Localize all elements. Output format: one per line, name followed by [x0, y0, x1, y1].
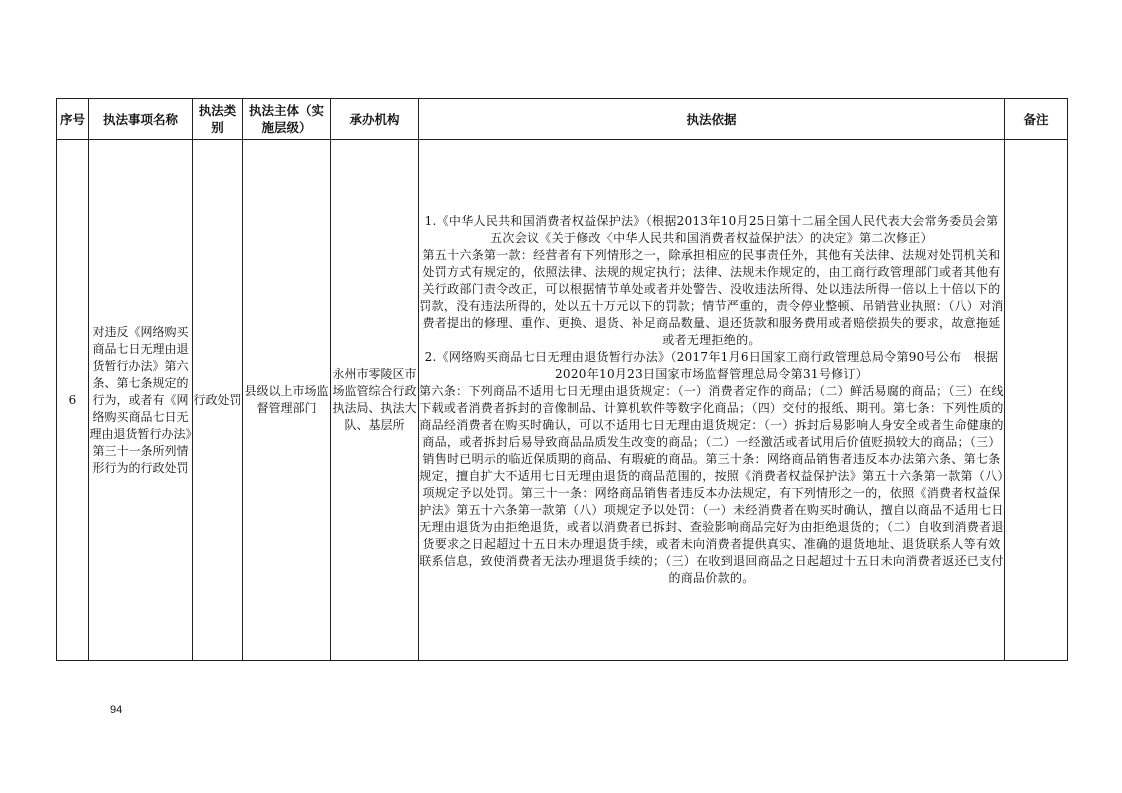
cell-subject: 县级以上市场监督管理部门 — [243, 140, 331, 661]
header-name: 执法事项名称 — [89, 99, 193, 140]
basis-paragraph: 2.《网络购买商品七日无理由退货暂行办法》（2017年1月6日国家工商行政管理总局令第90号公布 根据2020年10月23日国家市场监督管理总局令第31号修订） — [424, 350, 999, 381]
header-category: 执法类别 — [193, 99, 243, 140]
cell-remark — [1005, 140, 1068, 661]
cell-basis — [419, 140, 1005, 661]
cell-category: 行政处罚 — [193, 140, 243, 661]
header-agency: 承办机构 — [331, 99, 419, 140]
cell-idx: 6 — [57, 140, 89, 661]
header-subject: 执法主体（实施层级） — [243, 99, 331, 140]
header-remark: 备注 — [1005, 99, 1068, 140]
basis-paragraph: 1.《中华人民共和国消费者权益保护法》（根据2013年10月25日第十二届全国人民代表大会常务委员会第五次会议《关于修改〈中华人民共和国消费者权益保护法〉的决定》第二次修正） — [424, 214, 999, 245]
header-row — [57, 99, 1068, 140]
basis-paragraph: 第六条：下列商品不适用七日无理由退货规定：（一）消费者定作的商品；（二）鲜活易腐的商品；（三）在线下载或者消费者拆封的音像制品、计算机软件等数字化商品；（四）交付的报纸、期刊。第七条：下列性质的商品经消费者在购买时确认，可以不适用七日无理由退货规定：（一）拆封后易影响人身安全或者生命健康的商品，或者拆封后易导致商品品质发生改变的商品；（二）一经激活或者试用后价值贬损较大的商品；（三）销售时已明示的临近保质期的商品、有瑕疵的商品。第三十条：网络商品销售者违反本办法第六条、第七条规定，擅自扩大不适用七日无理由退货的商品范围的，按照《消费者权益保护法》第五十六条第一款第（八）项规定予以处罚。第三十一条：网络商品销售者违反本办法规定，有下列情形之一的，依照《消费者权益保护法》第五十六条第一款第（八）项规定予以处罚：（一）未经消费者在购买时确认，擅自以商品不适用七日无理由退货为由拒绝退货，或者以消费者已拆封、查验影响商品完好为由拒绝退货的；（二）自收到消费者退货要求之日起超过十五日未办理退货手续，或者未向消费者提供真实、准确的退货地址、退货联系人等有效联系信息，致使消费者无法办理退货手续的；（三）在收到退回商品之日起超过十五日未向消费者返还已支付的商品价款的。 — [419, 384, 1004, 585]
basis-paragraph: 第五十六条第一款：经营者有下列情形之一，除承担相应的民事责任外，其他有关法律、法规对处罚机关和处罚方式有规定的，依照法律、法规的规定执行；法律、法规未作规定的，由工商行政管理部门或者其他有关行政部门责令改正，可以根据情节单处或者并处警告、没收违法所得、处以违法所得一倍以上十倍以下的罚款，没有违法所得的，处以五十万元以下的罚款；情节严重的，责令停业整顿、吊销营业执照：（八）对消费者提出的修理、重作、更换、退货、补足商品数量、退还货款和服务费用或者赔偿损失的要求，故意拖延或者无理拒绝的。 — [419, 248, 1004, 347]
cell-agency: 永州市零陵区市场监管综合行政执法局、执法大队、基层所 — [331, 140, 419, 661]
page-number: 94 — [110, 704, 123, 716]
table-row — [57, 140, 1068, 661]
enforcement-table — [56, 98, 1068, 661]
header-basis: 执法依据 — [419, 99, 1005, 140]
cell-name: 对违反《网络购买商品七日无理由退货暂行办法》第六条、第七条规定的行为，或者有《网络购买商品七日无理由退货暂行办法》第三十一条所列情形行为的行政处罚 — [89, 140, 193, 661]
header-idx: 序号 — [57, 99, 89, 140]
